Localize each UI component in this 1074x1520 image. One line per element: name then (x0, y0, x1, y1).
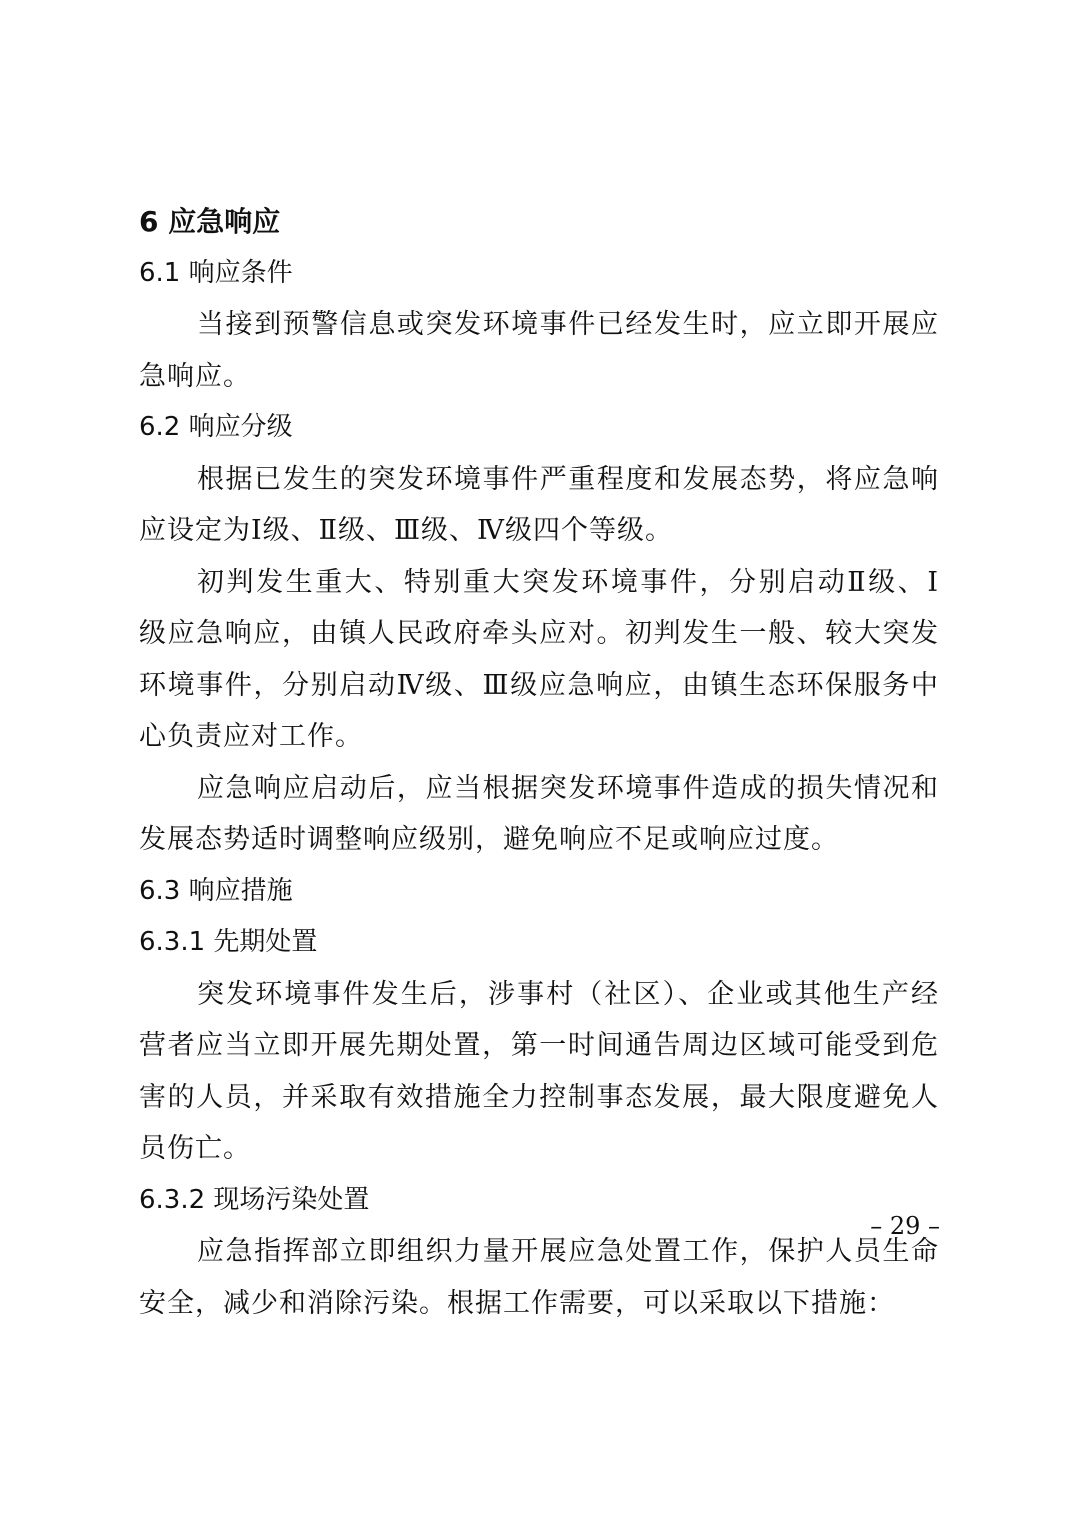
paragraph-line: 安全，减少和消除污染。根据工作需要，可以采取以下措施： (139, 1287, 895, 1319)
page-body (139, 196, 939, 1329)
paragraph-line: 应急指挥部立即组织力量开展应急处置工作，保护人员生命 (197, 1236, 939, 1267)
paragraph-line: 初判发生重大、特别重大突发环境事件，分别启动Ⅱ级、Ⅰ (197, 566, 939, 598)
subsection-heading-6-3-2: 6.3.2 现场污染处置 (139, 1184, 370, 1215)
subsection-heading-6-1: 6.1 响应条件 (139, 257, 293, 288)
paragraph-line: 应设定为Ⅰ级、Ⅱ级、Ⅲ级、Ⅳ级四个等级。 (139, 515, 674, 546)
paragraph-line: 环境事件，分别启动Ⅳ级、Ⅲ级应急响应，由镇生态环保服务中 (139, 669, 939, 701)
paragraph-line: 突发环境事件发生后，涉事村（社区）、企业或其他生产经 (197, 978, 939, 1010)
page-number: – 29 – (870, 1212, 940, 1240)
paragraph-line: 营者应当立即开展先期处置，第一时间通告周边区域可能受到危 (139, 1030, 939, 1061)
subsection-heading-6-3: 6.3 响应措施 (139, 875, 293, 906)
paragraph-line: 急响应。 (139, 360, 251, 392)
subsection-heading-6-2: 6.2 响应分级 (139, 412, 293, 442)
subsection-heading-6-3-1: 6.3.1 先期处置 (139, 927, 318, 957)
paragraph-line: 应急响应启动后，应当根据突发环境事件造成的损失情况和 (197, 772, 939, 804)
paragraph-line: 心负责应对工作。 (139, 721, 363, 752)
paragraph-line: 员伤亡。 (139, 1133, 251, 1164)
paragraph-line: 根据已发生的突发环境事件严重程度和发展态势，将应急响 (197, 463, 939, 495)
paragraph-line: 发展态势适时调整响应级别，避免响应不足或响应过度。 (139, 824, 839, 855)
paragraph-line: 害的人员，并采取有效措施全力控制事态发展，最大限度避免人 (139, 1081, 939, 1113)
paragraph-line: 级应急响应，由镇人民政府牵头应对。初判发生一般、较大突发 (139, 618, 939, 649)
section-heading-6: 6 应急响应 (139, 205, 281, 238)
paragraph-line: 当接到预警信息或突发环境事件已经发生时，应立即开展应 (197, 309, 939, 340)
